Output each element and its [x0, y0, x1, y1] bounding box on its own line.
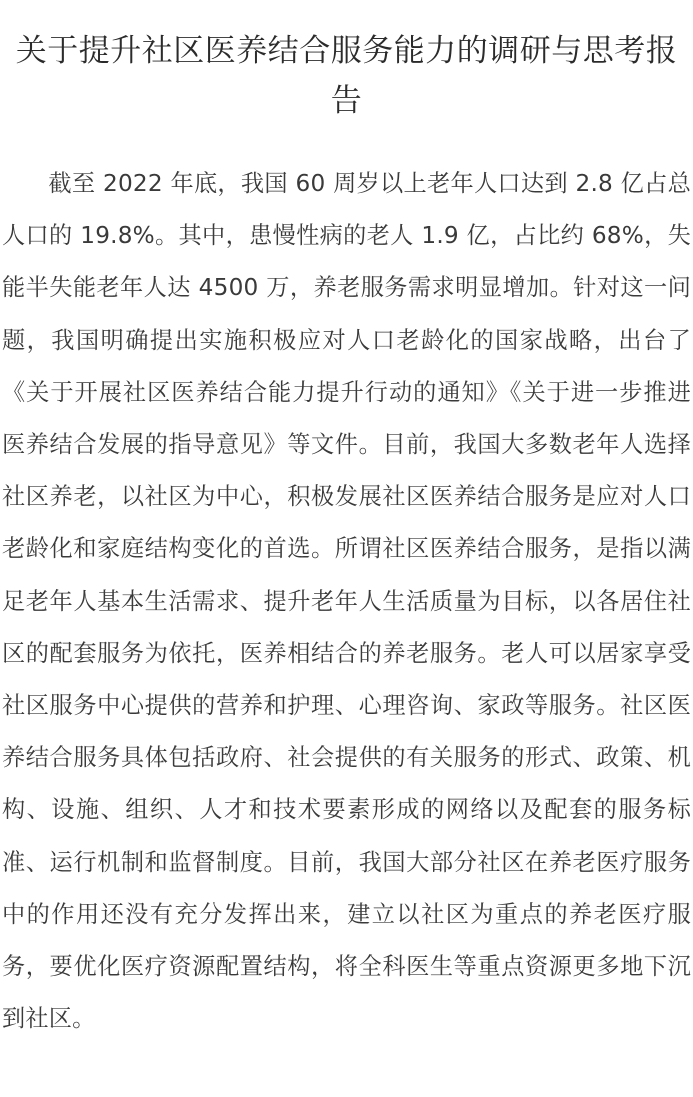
article-title: 关于提升社区医养结合服务能力的调研与思考报告: [15, 33, 678, 119]
article-paragraph: 截至 2022 年底，我国 60 周岁以上老年人口达到 2.8 亿占总人口的 19.8%。其中，患慢性病的老人 1.9 亿，占比约 68%，失能半失能老年人达 4500 万，养老服务需求明显增加。针对这一问题，我国明确提出实施积极应对人口老龄化的国家战略，出台了《关于开展社区医养结合能力提升行动的通知》《关于进一步推进医养结合发展的指导意见》等文件。目前，我国大多数老年人选择社区养老，以社区为中心，积极发展社区医养结合服务是应对人口老龄化和家庭结构变化的首选。所谓社区医养结合服务，是指以满足老年人基本生活需求、提升老年人生活质量为目标，以各居住社区的配套服务为依托，医养相结合的养老服务。老人可以居家享受社区服务中心提供的营养和护理、心理咨询、家政等服务。社区医养结合服务具体包括政府、社会提供的有关服务的形式、政策、机构、设施、组织、人才和技术要素形成的网络以及配套的服务标准、运行机制和监督制度。目前，我国大部分社区在养老医疗服务中的作用还没有充分发挥出来，建立以社区为重点的养老医疗服务，要优化医疗资源配置结构，将全科医生等重点资源更多地下沉到社区。: [2, 170, 691, 1033]
